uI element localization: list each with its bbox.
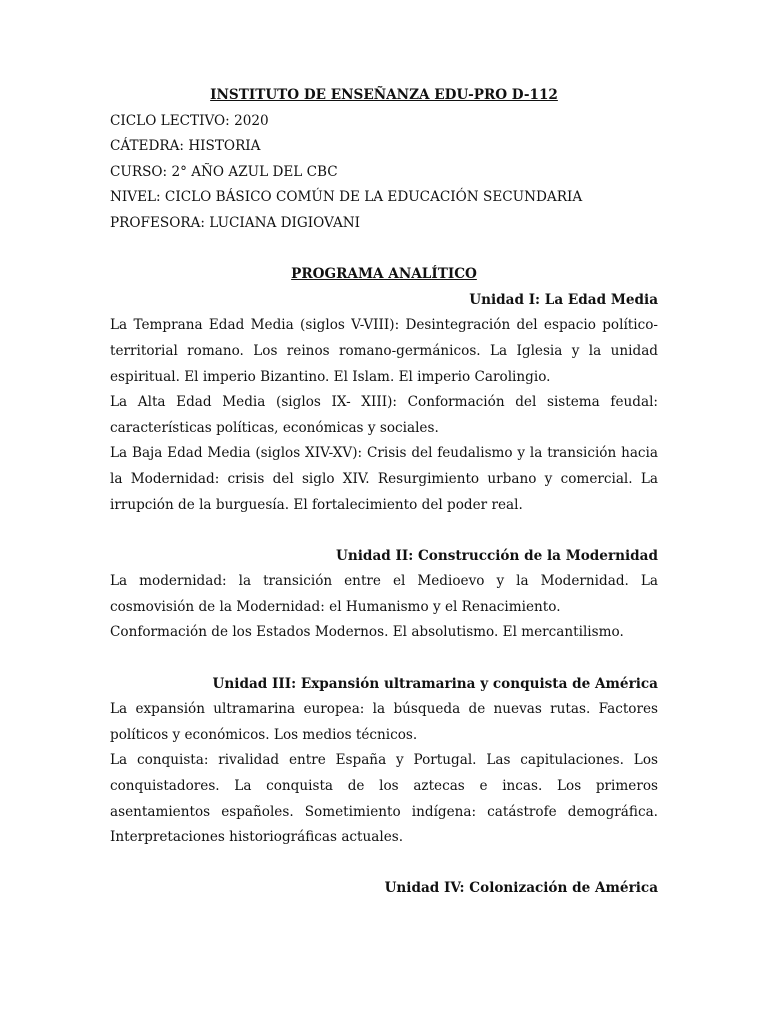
spacer	[110, 646, 658, 672]
program-title: PROGRAMA ANALÍTICO	[291, 266, 477, 283]
unit-paragraph: La expansión ultramarina europea: la búsqueda de nuevas rutas. Factores políticos y económicos. Los medios técnicos.	[110, 701, 658, 743]
ciclo-lectivo: CICLO LECTIVO: 2020	[110, 112, 269, 129]
document-page	[110, 83, 658, 902]
unit-title: Unidad III: Expansión ultramarina y conquista de América	[212, 675, 658, 692]
unit-paragraph: La Alta Edad Media (siglos IX- XIII): Conformación del sistema feudal: características políticas, económicas y sociales.	[110, 394, 658, 436]
spacer	[110, 518, 658, 544]
catedra: CÁTEDRA: HISTORIA	[110, 138, 261, 155]
unit-title: Unidad I: La Edad Media	[469, 291, 658, 308]
curso: CURSO: 2° AÑO AZUL DEL CBC	[110, 163, 338, 180]
unit-paragraph: Conformación de los Estados Modernos. El absolutismo. El mercantilismo.	[110, 624, 624, 641]
spacer	[110, 237, 658, 263]
institute-title: INSTITUTO DE ENSEÑANZA EDU-PRO D-112	[210, 87, 558, 103]
unit-paragraph: La modernidad: la transición entre el Medioevo y la Modernidad. La cosmovisión de la Modernidad: el Humanismo y el Renacimiento.	[110, 573, 658, 615]
profesora: PROFESORA: LUCIANA DIGIOVANI	[110, 214, 361, 231]
unit-paragraph: La Temprana Edad Media (siglos V-VIII): Desintegración del espacio político-territorial romano. Los reinos romano-germánicos. La Iglesia y la unidad espiritual. El imperio Bizantino. El Islam. El imperio Carolingio.	[110, 317, 658, 385]
unit-paragraph: La conquista: rivalidad entre España y Portugal. Las capitulaciones. Los conquistadores. La conquista de los aztecas e incas. Los primeros asentamientos españoles. Sometimiento indígena: catástrofe demográfica. Interpretaciones historiográficas actuales.	[110, 752, 658, 846]
nivel: NIVEL: CICLO BÁSICO COMÚN DE LA EDUCACIÓN SECUNDARIA	[110, 189, 583, 206]
unit-paragraph: La Baja Edad Media (siglos XIV-XV): Crisis del feudalismo y la transición hacia la Modernidad: crisis del siglo XIV. Resurgimiento urbano y comercial. La irrupción de la burguesía. El fortalecimiento del poder real.	[110, 445, 658, 513]
unit-title: Unidad II: Construcción de la Modernidad	[336, 547, 658, 564]
spacer	[110, 851, 658, 877]
unit-title: Unidad IV: Colonización de América	[384, 880, 658, 897]
